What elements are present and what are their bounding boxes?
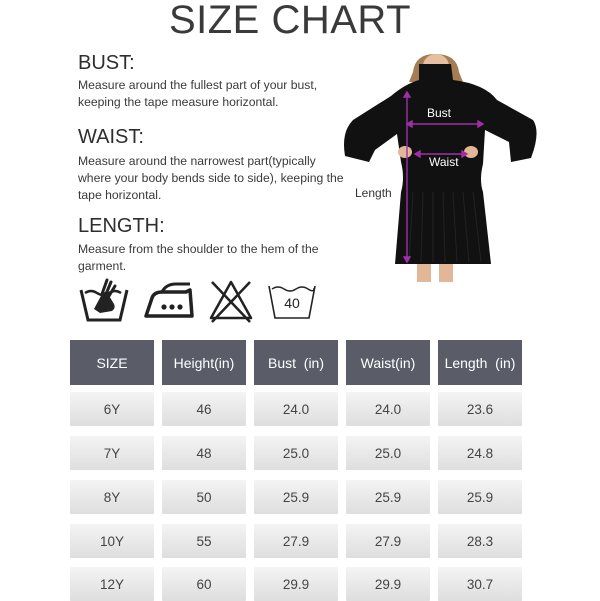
length-figure-label: Length [355,186,392,200]
iron-low-heat-icon [142,276,196,326]
length-heading: LENGTH: [78,215,165,237]
table-cell: 25.9 [346,480,430,514]
bust-description: Measure around the fullest part of your bust, keeping the tape measure horizontal. [78,78,318,109]
table-cell: 25.0 [346,436,430,470]
table-header-cell: Bust (in) [254,340,338,385]
table-cell: 25.9 [254,480,338,514]
bust-figure-label: Bust [427,106,452,120]
table-cell: 25.0 [254,436,338,470]
table-cell: 46 [162,392,246,426]
hand-wash-icon [78,276,130,326]
do-not-bleach-icon [206,276,256,326]
table-cell: 24.0 [254,392,338,426]
waist-description: Measure around the narrowest part(typically where your body bends side to side), keeping the tape horizontal. [78,154,344,202]
table-cell: 24.0 [346,392,430,426]
table-cell: 30.7 [438,567,522,601]
length-description: Measure from the shoulder to the hem of the garment. [78,242,319,273]
table-cell: 27.9 [346,524,430,558]
table-cell: 6Y [70,392,154,426]
table-cell: 50 [162,480,246,514]
table-cell: 48 [162,436,246,470]
table-cell: 29.9 [254,567,338,601]
table-cell: 23.6 [438,392,522,426]
waist-figure-label: Waist [429,155,459,169]
table-header-cell: Waist(in) [346,340,430,385]
table-cell: 12Y [70,567,154,601]
table-cell: 27.9 [254,524,338,558]
table-cell: 7Y [70,436,154,470]
table-header-cell: Height(in) [162,340,246,385]
table-cell: 60 [162,567,246,601]
table-cell: 10Y [70,524,154,558]
page-title: SIZE CHART [168,0,412,42]
table-cell: 29.9 [346,567,430,601]
dress-model-image [335,52,545,282]
table-cell: 25.9 [438,480,522,514]
table-cell: 8Y [70,480,154,514]
table-cell: 28.3 [438,524,522,558]
waist-heading: WAIST: [78,126,144,148]
table-cell: 55 [162,524,246,558]
table-header-cell: SIZE [70,340,154,385]
table-cell: 24.8 [438,436,522,470]
bust-heading: BUST: [78,52,135,74]
wash-40-icon [266,276,318,326]
table-header-cell: Length (in) [438,340,522,385]
wash-temperature-label: 40 [284,295,300,311]
